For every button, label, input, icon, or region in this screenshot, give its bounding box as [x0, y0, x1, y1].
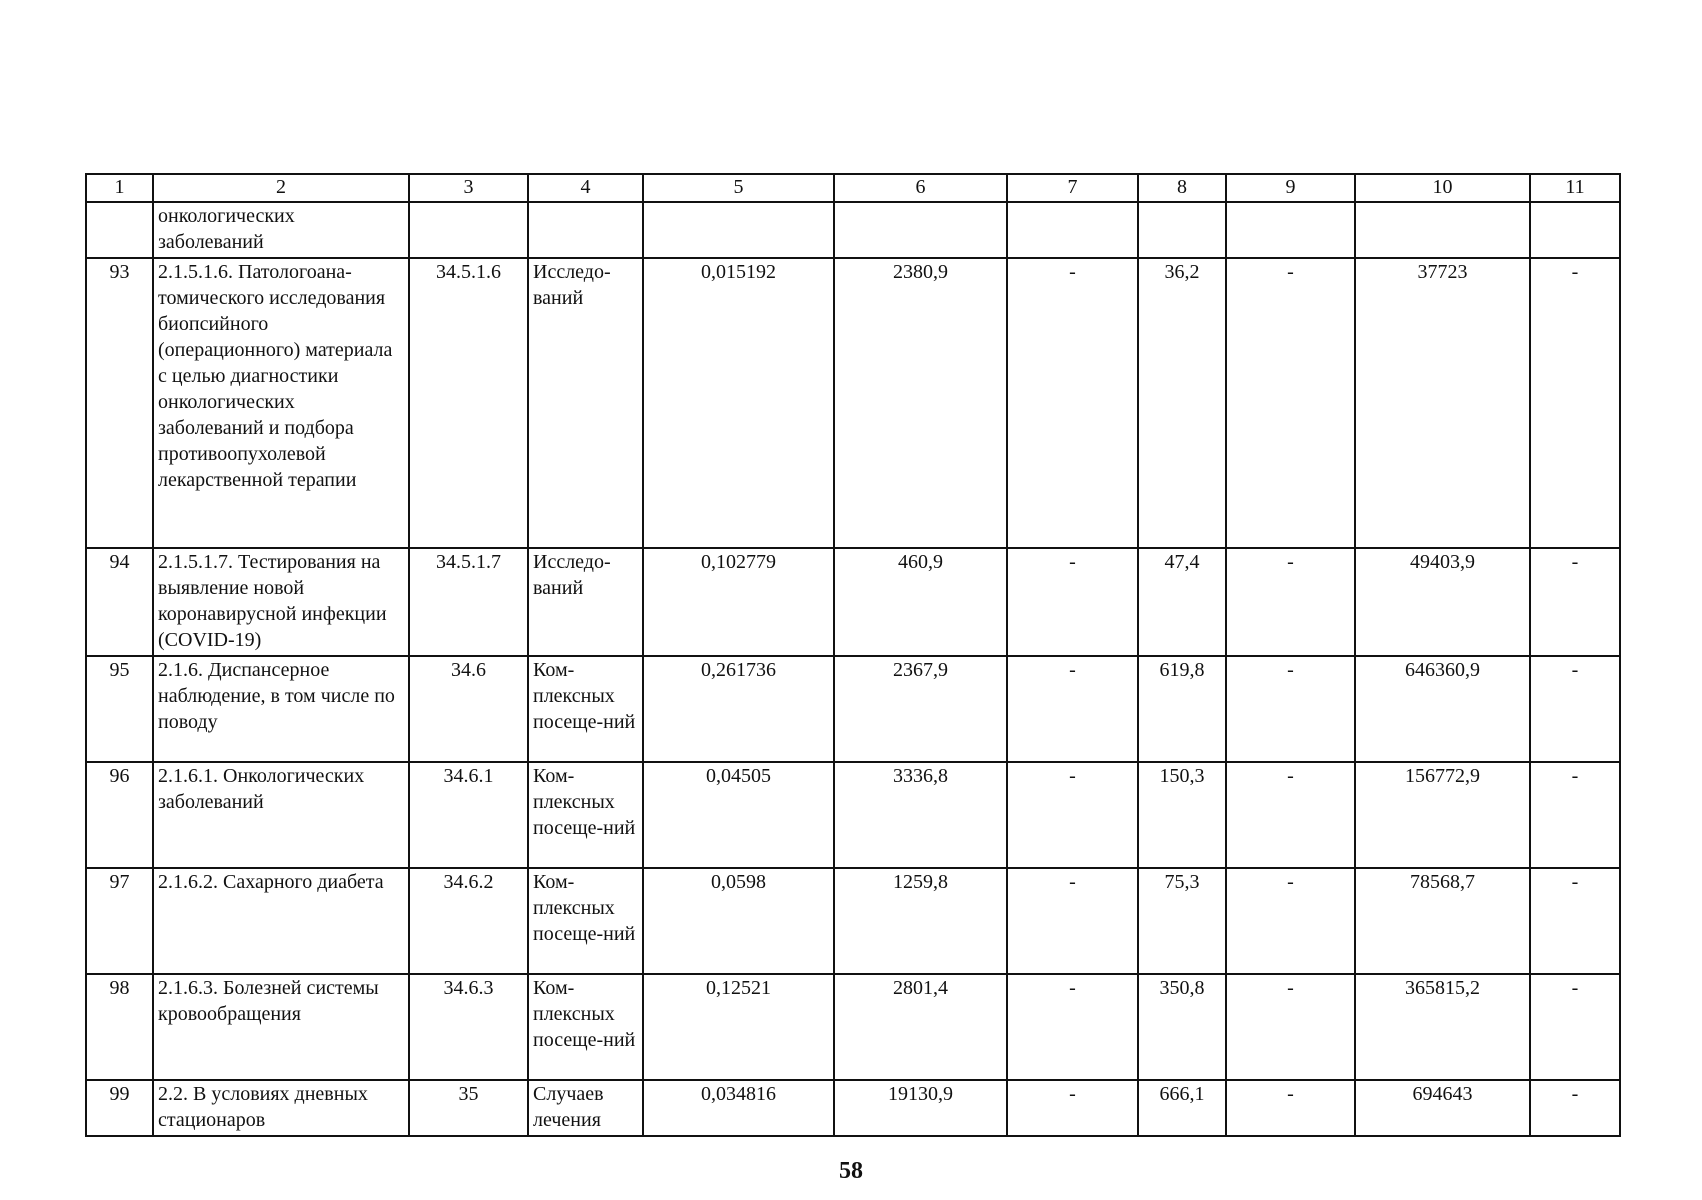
cell-col9: -: [1226, 258, 1355, 548]
table-row: [86, 762, 1620, 868]
cell-unit: Ком-плексных посеще-ний: [528, 974, 643, 1080]
col-header-5: 5: [643, 174, 834, 202]
cell-num: 93: [86, 258, 153, 548]
col-header-10: 10: [1355, 174, 1530, 202]
cell-col8: 47,4: [1138, 548, 1226, 656]
cell-code: 34.5.1.6: [409, 258, 528, 548]
col-header-6: 6: [834, 174, 1007, 202]
cell-col10: 365815,2: [1355, 974, 1530, 1080]
cell-name: 2.1.6.2. Сахарного диабета: [153, 868, 409, 974]
data-table: [85, 173, 1621, 1137]
col-header-11: 11: [1530, 174, 1620, 202]
cell-col8: 150,3: [1138, 762, 1226, 868]
cell-col8: 666,1: [1138, 1080, 1226, 1136]
cell-col8: 619,8: [1138, 656, 1226, 762]
cell-col7: -: [1007, 548, 1138, 656]
cell-col7: -: [1007, 868, 1138, 974]
cell-name: 2.1.5.1.7. Тестирования на выявление новой коронавирусной инфекции (COVID-19): [153, 548, 409, 656]
cell-col5: [643, 202, 834, 258]
cell-unit: Случаев лечения: [528, 1080, 643, 1136]
cell-num: 95: [86, 656, 153, 762]
cell-name: 2.1.6.1. Онкологических заболеваний: [153, 762, 409, 868]
cell-col5: 0,0598: [643, 868, 834, 974]
cell-col9: [1226, 202, 1355, 258]
cell-name: 2.1.6.3. Болезней системы кровообращения: [153, 974, 409, 1080]
table-row: [86, 258, 1620, 548]
cell-col9: -: [1226, 974, 1355, 1080]
table-row-continuation: [86, 202, 1620, 258]
cell-code: 34.5.1.7: [409, 548, 528, 656]
cell-col10: [1355, 202, 1530, 258]
col-header-4: 4: [528, 174, 643, 202]
cell-col8: 350,8: [1138, 974, 1226, 1080]
cell-col7: [1007, 202, 1138, 258]
cell-code: 34.6: [409, 656, 528, 762]
cell-num: [86, 202, 153, 258]
cell-col9: -: [1226, 868, 1355, 974]
cell-unit: Исследо-ваний: [528, 258, 643, 548]
cell-col7: -: [1007, 258, 1138, 548]
cell-col10: 49403,9: [1355, 548, 1530, 656]
cell-col5: 0,12521: [643, 974, 834, 1080]
cell-code: 34.6.1: [409, 762, 528, 868]
cell-unit: Ком-плексных посеще-ний: [528, 868, 643, 974]
col-header-1: 1: [86, 174, 153, 202]
cell-col8: 75,3: [1138, 868, 1226, 974]
cell-name: 2.1.5.1.6. Патологоана-томического исследования биопсийного (операционного) материала с целью диагностики онкологических заболеваний и подбора противоопухолевой лекарственной терапии: [153, 258, 409, 548]
cell-col9: -: [1226, 548, 1355, 656]
cell-col10: 646360,9: [1355, 656, 1530, 762]
cell-unit: [528, 202, 643, 258]
table-row: [86, 1080, 1620, 1136]
table-row: [86, 868, 1620, 974]
cell-col9: -: [1226, 1080, 1355, 1136]
cell-col7: -: [1007, 762, 1138, 868]
cell-col7: -: [1007, 974, 1138, 1080]
cell-name: 2.1.6. Диспансерное наблюдение, в том числе по поводу: [153, 656, 409, 762]
cell-col7: -: [1007, 1080, 1138, 1136]
cell-unit: Ком-плексных посеще-ний: [528, 656, 643, 762]
header-row: [86, 174, 1620, 202]
cell-col6: 19130,9: [834, 1080, 1007, 1136]
col-header-2: 2: [153, 174, 409, 202]
cell-col6: 2380,9: [834, 258, 1007, 548]
cell-col5: 0,04505: [643, 762, 834, 868]
cell-col6: 2801,4: [834, 974, 1007, 1080]
cell-unit: Исследо-ваний: [528, 548, 643, 656]
cell-col10: 156772,9: [1355, 762, 1530, 868]
cell-code: 35: [409, 1080, 528, 1136]
cell-col5: 0,261736: [643, 656, 834, 762]
cell-num: 96: [86, 762, 153, 868]
cell-col5: 0,034816: [643, 1080, 834, 1136]
cell-col10: 694643: [1355, 1080, 1530, 1136]
col-header-9: 9: [1226, 174, 1355, 202]
page-number: 58: [839, 1158, 863, 1184]
cell-col11: -: [1530, 974, 1620, 1080]
cell-code: 34.6.3: [409, 974, 528, 1080]
cell-col6: 3336,8: [834, 762, 1007, 868]
cell-col11: -: [1530, 656, 1620, 762]
cell-col10: 78568,7: [1355, 868, 1530, 974]
cell-name: 2.2. В условиях дневных стационаров: [153, 1080, 409, 1136]
cell-col11: -: [1530, 1080, 1620, 1136]
cell-col11: -: [1530, 762, 1620, 868]
cell-num: 94: [86, 548, 153, 656]
cell-col7: -: [1007, 656, 1138, 762]
cell-col5: 0,102779: [643, 548, 834, 656]
col-header-7: 7: [1007, 174, 1138, 202]
table-row: [86, 548, 1620, 656]
cell-unit: Ком-плексных посеще-ний: [528, 762, 643, 868]
cell-col6: 460,9: [834, 548, 1007, 656]
cell-num: 97: [86, 868, 153, 974]
cell-col9: -: [1226, 762, 1355, 868]
cell-col6: [834, 202, 1007, 258]
cell-col6: 1259,8: [834, 868, 1007, 974]
cell-col10: 37723: [1355, 258, 1530, 548]
cell-col11: -: [1530, 258, 1620, 548]
cell-col8: [1138, 202, 1226, 258]
table-row: [86, 974, 1620, 1080]
cell-col11: -: [1530, 548, 1620, 656]
cell-col11: [1530, 202, 1620, 258]
cell-code: [409, 202, 528, 258]
cell-col11: -: [1530, 868, 1620, 974]
col-header-3: 3: [409, 174, 528, 202]
cell-col5: 0,015192: [643, 258, 834, 548]
table-row: [86, 656, 1620, 762]
cell-col8: 36,2: [1138, 258, 1226, 548]
cell-code: 34.6.2: [409, 868, 528, 974]
cell-name: онкологических заболеваний: [153, 202, 409, 258]
cell-num: 99: [86, 1080, 153, 1136]
col-header-8: 8: [1138, 174, 1226, 202]
cell-col9: -: [1226, 656, 1355, 762]
cell-num: 98: [86, 974, 153, 1080]
cell-col6: 2367,9: [834, 656, 1007, 762]
